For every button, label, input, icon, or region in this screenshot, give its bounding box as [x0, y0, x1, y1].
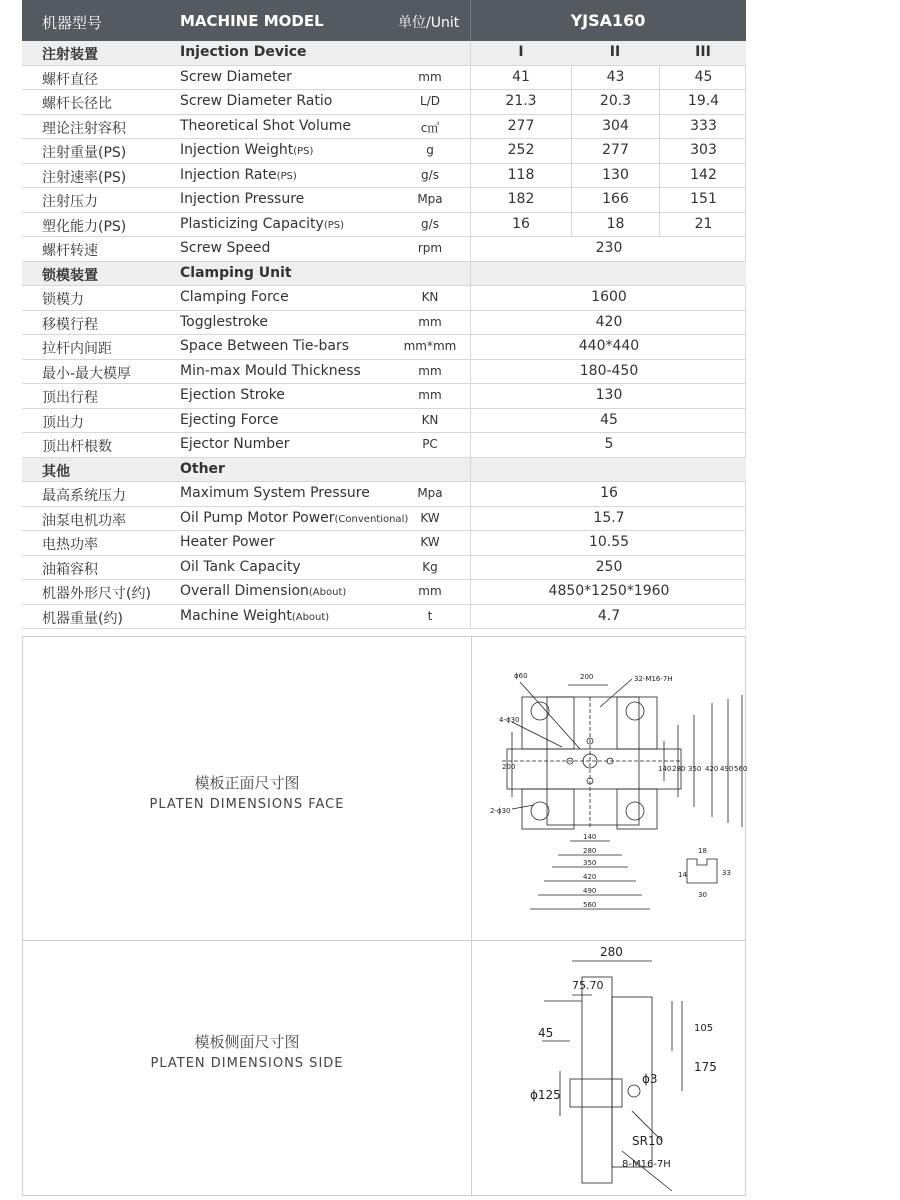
section-title-en: Injection Device	[180, 44, 307, 60]
param-name-cn: 机器重量(约)	[42, 610, 123, 627]
param-unit: Mpa	[417, 192, 443, 206]
section-title-en: Other	[180, 460, 225, 477]
param-name-en	[180, 93, 332, 109]
param-unit: mm	[418, 69, 442, 84]
param-name-en-note: (PS)	[293, 146, 314, 157]
param-name-cn: 理论注射容积	[42, 120, 126, 137]
param-value: 130	[595, 387, 623, 403]
param-value: 142	[659, 164, 747, 188]
section-values	[470, 458, 746, 482]
face-caption-cn: 模板正面尺寸图	[194, 774, 300, 792]
tie-bar-hole	[626, 802, 644, 820]
param-name-en	[180, 608, 329, 624]
leader-line	[512, 805, 534, 809]
table-body	[22, 41, 746, 629]
param-value: 130	[571, 164, 659, 188]
table-row	[22, 286, 746, 311]
dim-label: 8-M16-7H	[622, 1159, 671, 1170]
param-value: 18	[571, 213, 659, 237]
table-row	[22, 605, 746, 630]
dim-label: 200	[502, 763, 516, 771]
param-value: 440*440	[578, 338, 640, 354]
spec-table	[22, 0, 746, 629]
param-unit: mm*mm	[403, 339, 457, 353]
param-name-en-text: Ejector Number	[180, 436, 290, 452]
table-row	[22, 115, 746, 140]
param-name-en	[180, 510, 408, 526]
param-name-en-text: Machine Weight	[180, 607, 292, 624]
table-row	[22, 188, 746, 213]
param-name-en-text: Injection Pressure	[180, 191, 305, 207]
table-row	[22, 139, 746, 164]
param-name-en-text: Maximum System Pressure	[180, 485, 370, 501]
param-value: 304	[571, 115, 659, 139]
platen-corner	[522, 789, 574, 829]
section-title-cn: 锁模装置	[42, 267, 98, 284]
param-unit: t	[427, 608, 433, 623]
leader-line	[512, 722, 562, 747]
header-label-cn: 机器型号	[42, 14, 103, 32]
param-name-en-text: Plasticizing Capacity	[180, 215, 324, 232]
param-name-cn: 锁模力	[42, 292, 84, 308]
param-name-en	[180, 118, 351, 134]
param-name-en	[180, 191, 304, 207]
param-unit: mm	[418, 388, 442, 402]
param-values	[470, 433, 746, 457]
screw-column-label: I	[518, 44, 524, 60]
param-value: 16	[512, 215, 530, 232]
param-name-en-text: Screw Speed	[180, 240, 271, 256]
param-name-en	[180, 363, 361, 379]
table-row	[22, 213, 746, 238]
table-row	[22, 507, 746, 532]
param-values	[470, 531, 746, 555]
param-name-cn: 油泵电机功率	[42, 512, 126, 529]
param-name-cn: 最高系统压力	[42, 488, 126, 504]
platen-corner	[617, 789, 657, 829]
param-unit: Mpa	[417, 486, 443, 500]
param-name-cn: 螺杆直径	[42, 71, 98, 88]
param-values	[470, 164, 746, 188]
t-slot-detail	[687, 859, 717, 883]
table-row	[22, 531, 746, 556]
header-label-en: MACHINE MODEL	[180, 12, 324, 30]
dim-label: 420	[705, 765, 719, 773]
param-value: 277	[507, 117, 535, 134]
param-unit: KN	[421, 412, 439, 427]
param-value: 250	[595, 558, 623, 575]
dim-label: 14	[678, 871, 687, 879]
param-name-cn: 顶出力	[42, 414, 84, 431]
param-unit: L/D	[420, 94, 440, 108]
drawings-panel	[22, 636, 746, 1196]
param-value: 45	[600, 411, 618, 428]
param-value: 252	[507, 142, 535, 158]
face-caption-en: PLATEN DIMENSIONS FACE	[149, 797, 345, 812]
dim-label: ϕ60	[514, 672, 528, 680]
dim-label: 490	[720, 765, 734, 773]
param-name-en-note: (PS)	[276, 170, 297, 182]
dim-label: 2-ϕ30	[490, 807, 511, 815]
param-value: 118	[507, 166, 535, 183]
dim-label: 140	[583, 833, 597, 841]
param-name-en-text: Togglestroke	[180, 313, 269, 330]
param-value: 15.7	[593, 509, 625, 526]
param-name-en-text: Screw Diameter	[180, 68, 292, 85]
table-row	[22, 237, 746, 262]
param-values	[470, 482, 746, 506]
param-name-cn: 电热功率	[42, 537, 98, 553]
dim-label: 32-M16-7H	[634, 675, 673, 683]
param-value: 180-450	[579, 362, 639, 379]
param-unit: KW	[420, 510, 440, 525]
param-values	[470, 237, 746, 261]
dim-label: 200	[580, 673, 594, 681]
section-values	[470, 262, 746, 286]
param-name-en	[180, 436, 290, 452]
dim-label: 280	[583, 847, 597, 855]
param-value: 20.3	[571, 90, 659, 114]
face-caption	[23, 772, 471, 812]
param-name-en-note: (PS)	[323, 219, 344, 231]
param-value: 21	[659, 213, 747, 237]
param-unit: g	[426, 143, 434, 157]
section-title-cn: 其他	[42, 463, 70, 480]
leader-line	[520, 682, 580, 749]
param-values	[470, 384, 746, 408]
param-value: 10.55	[588, 534, 630, 550]
param-values	[470, 139, 746, 163]
param-values	[470, 580, 746, 604]
dim-label: 420	[583, 873, 597, 881]
leader-line	[622, 1151, 672, 1191]
platen-corner	[522, 697, 574, 749]
param-value: 230	[595, 240, 623, 256]
param-values	[470, 605, 746, 629]
table-row	[22, 580, 746, 605]
table-row	[22, 335, 746, 360]
screw-column-label: III	[695, 44, 711, 60]
table-row	[22, 311, 746, 336]
param-name-en	[180, 387, 285, 403]
dim-label: 4-ϕ30	[499, 716, 520, 724]
table-row	[22, 360, 746, 385]
param-value: 151	[659, 188, 747, 212]
platen-face-drawing	[472, 637, 746, 940]
param-name-cn: 油箱容积	[42, 561, 98, 578]
ejector-hole	[628, 1085, 640, 1097]
table-row	[22, 384, 746, 409]
platen-corner	[617, 697, 657, 749]
dim-lines-right	[664, 695, 742, 827]
param-name-cn: 移模行程	[42, 316, 98, 333]
param-name-en-text: Theoretical Shot Volume	[180, 117, 351, 134]
param-values	[470, 311, 746, 335]
dim-label: 33	[722, 869, 731, 877]
param-values	[470, 213, 746, 237]
table-row	[22, 556, 746, 581]
param-unit: mm	[418, 584, 442, 598]
param-name-en	[180, 559, 301, 575]
param-name-en	[180, 167, 297, 183]
dim-label: 45	[538, 1026, 554, 1040]
table-row	[22, 409, 746, 434]
param-name-en	[180, 338, 349, 354]
param-value: 1600	[591, 289, 627, 305]
param-name-en-note: (About)	[291, 611, 330, 623]
param-name-en-text: Injection Weight	[180, 142, 294, 158]
tie-bar-hole	[626, 702, 644, 720]
dim-label: 175	[694, 1060, 717, 1074]
table-header	[22, 0, 746, 41]
param-values	[470, 335, 746, 359]
param-name-cn: 拉杆内间距	[42, 341, 112, 357]
dim-label: 350	[688, 765, 702, 773]
param-name-cn: 塑化能力(PS)	[42, 218, 127, 235]
param-values	[470, 409, 746, 433]
param-name-cn: 最小-最大模厚	[42, 365, 132, 382]
param-name-cn: 顶出行程	[42, 390, 98, 406]
side-caption-cn: 模板侧面尺寸图	[194, 1033, 300, 1051]
dim-label: 560	[583, 901, 597, 909]
param-name-en	[180, 289, 289, 305]
param-name-cn: 注射重量(PS)	[42, 145, 127, 161]
param-value: 43	[571, 66, 659, 90]
section-values	[470, 41, 746, 65]
dim-label: 18	[698, 847, 707, 855]
param-values	[470, 66, 746, 90]
param-name-en-text: Screw Diameter Ratio	[180, 93, 333, 109]
param-value: 16	[600, 485, 618, 501]
param-name-en-text: Injection Rate	[180, 166, 277, 183]
param-value: 4850*1250*1960	[548, 583, 670, 599]
param-name-en-note: (About)	[308, 587, 347, 598]
param-unit: KN	[421, 290, 439, 304]
nozzle-seat	[570, 1079, 622, 1107]
param-name-en-text: Oil Pump Motor Power	[180, 509, 335, 526]
param-name-en	[180, 240, 270, 256]
side-caption	[23, 1031, 471, 1071]
platen-side-outline	[582, 977, 612, 1183]
param-name-en	[180, 69, 292, 85]
dim-label: 75.70	[572, 979, 604, 992]
param-name-en-text: Heater Power	[180, 534, 275, 550]
dim-label: SR10	[632, 1134, 664, 1148]
param-value: 5	[604, 436, 614, 452]
param-unit: Kg	[422, 559, 438, 574]
param-name-en-text: Ejection Stroke	[180, 387, 285, 403]
param-name-en	[180, 216, 344, 232]
section-row	[22, 458, 746, 483]
table-row	[22, 90, 746, 115]
param-unit: PC	[422, 437, 438, 451]
platen-side-drawing	[472, 941, 746, 1196]
dim-label: ϕ3	[642, 1072, 658, 1086]
param-name-en-text: Space Between Tie-bars	[180, 338, 350, 354]
param-name-cn: 注射速率(PS)	[42, 169, 127, 186]
param-values	[470, 115, 746, 139]
dim-label: 350	[583, 859, 597, 867]
section-title-en: Clamping Unit	[180, 264, 292, 281]
param-value: 166	[571, 188, 659, 212]
param-value: 420	[595, 313, 623, 330]
param-name-en-note: (Conventional)	[334, 513, 409, 525]
dim-label: 105	[694, 1023, 714, 1034]
header-unit: 单位/Unit	[398, 15, 460, 31]
screw-column-label: II	[609, 44, 621, 60]
param-name-en	[180, 485, 370, 501]
section-row	[22, 262, 746, 287]
table-row	[22, 433, 746, 458]
table-row	[22, 164, 746, 189]
param-value: 19.4	[659, 90, 747, 114]
param-name-en-text: Oil Tank Capacity	[180, 558, 301, 575]
param-unit: KW	[420, 535, 440, 549]
param-value: 4.7	[597, 607, 621, 624]
param-value: 333	[659, 115, 747, 139]
model-name: YJSA160	[570, 11, 646, 30]
param-name-cn: 螺杆转速	[42, 243, 98, 259]
section-row	[22, 41, 746, 66]
dim-label: 490	[583, 887, 597, 895]
table-row	[22, 66, 746, 91]
dim-label: 30	[698, 891, 707, 899]
param-name-en-text: Ejecting Force	[180, 411, 279, 428]
param-unit: c㎥	[420, 120, 440, 135]
param-name-cn: 螺杆长径比	[42, 96, 112, 112]
param-name-cn: 注射压力	[42, 194, 98, 210]
param-value: 303	[659, 139, 747, 163]
section-title-cn: 注射装置	[42, 47, 98, 63]
param-value: 277	[571, 139, 659, 163]
dim-label: 280	[600, 945, 623, 959]
param-name-en	[180, 142, 313, 158]
param-value: 182	[507, 191, 535, 207]
param-unit: mm	[418, 314, 442, 329]
param-name-en	[180, 314, 268, 330]
param-values	[470, 556, 746, 580]
param-values	[470, 286, 746, 310]
param-value: 21.3	[505, 93, 537, 109]
param-name-cn: 机器外形尺寸(约)	[42, 586, 151, 602]
param-values	[470, 90, 746, 114]
param-name-en	[180, 583, 346, 599]
param-values	[470, 360, 746, 384]
param-unit: g/s	[421, 167, 439, 182]
param-unit: rpm	[417, 241, 443, 255]
dim-label: 140	[658, 765, 672, 773]
param-value: 45	[659, 66, 747, 90]
dim-label: ϕ125	[530, 1088, 561, 1102]
param-name-en-text: Min-max Mould Thickness	[180, 362, 361, 379]
param-name-en	[180, 412, 279, 428]
param-value: 41	[512, 68, 530, 85]
param-name-cn: 顶出杆根数	[42, 439, 112, 455]
side-caption-en: PLATEN DIMENSIONS SIDE	[150, 1056, 344, 1071]
dim-label: 280	[672, 765, 686, 773]
param-values	[470, 507, 746, 531]
param-unit: mm	[418, 363, 442, 378]
leader-line	[600, 679, 632, 707]
param-name-en	[180, 534, 274, 550]
dim-label: 560	[734, 765, 748, 773]
param-name-en-text: Clamping Force	[180, 289, 289, 305]
param-values	[470, 188, 746, 212]
param-name-en-text: Overall Dimension	[180, 583, 309, 599]
table-row	[22, 482, 746, 507]
param-unit: g/s	[421, 216, 439, 231]
